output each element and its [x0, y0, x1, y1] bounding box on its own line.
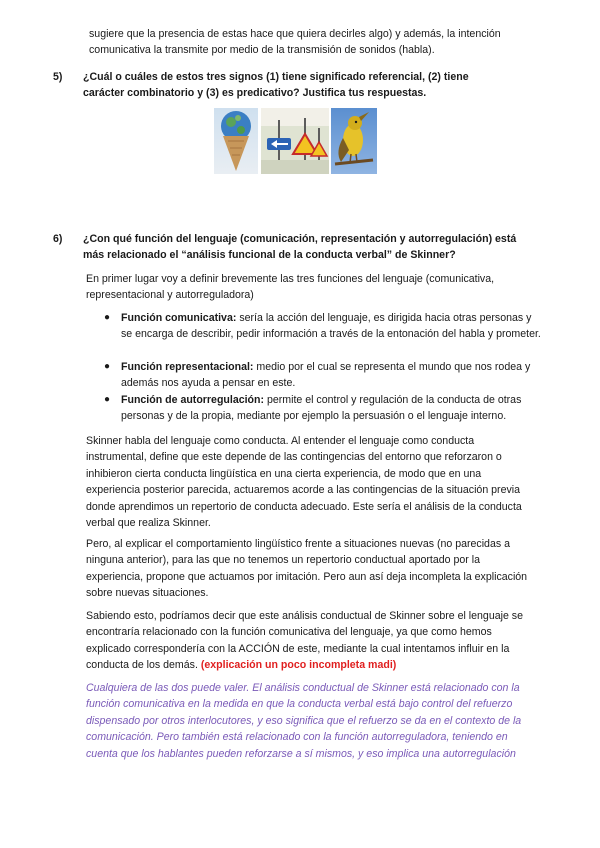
- question-6-number: 6): [53, 233, 63, 245]
- bullet-text: permite el control y regulación de la conducta de otras personas y de la propia, mediante por ejemplo la persuasión o el lenguaje interno.: [121, 394, 522, 423]
- bullet-marker: ●: [104, 361, 111, 372]
- ice-cream-cone-image: [214, 108, 258, 174]
- bullet-marker: ●: [104, 394, 111, 405]
- bullet-marker: ●: [104, 312, 111, 323]
- bullet-comunicativa: [121, 310, 541, 343]
- teacher-note: (explicación un poco incompleta madi): [200, 659, 397, 672]
- answer-paragraph-1: Skinner habla del lenguaje como conducta. Al entender el lenguaje como conducta instrumental, define que este depende de las contingencias del entorno que reforzaron o inhibieron cierta conducta lingüística en una cierta experiencia, de modo que en una experiencia posterior parecida, actuaremos acorde a las contingencias de la situación previa donde aprendimos un repertorio de conducta adecuado. Este sería el análisis de la conducta verbal que realiza Skinner.: [86, 435, 522, 530]
- question-5-number: 5): [53, 71, 63, 83]
- question-6-text: ¿Con qué función del lenguaje (comunicación, representación y autorregulación) está más relacionado el “análisis funcional de la conducta verbal” de Skinner?: [83, 233, 517, 262]
- bullet-autorregulacion: [121, 392, 541, 425]
- intro-continuation: sugiere que la presencia de estas hace que quiera decirles algo) y además, la intención comunicativa la transmite por medio de la transmisión de sonidos (habla).: [89, 28, 501, 57]
- answer-paragraph-3: [86, 608, 532, 674]
- answer-intro: En primer lugar voy a definir brevemente las tres funciones del lenguaje (comunicativa, representacional y autorreguladora): [86, 273, 495, 302]
- bullet-term: Función representacional:: [121, 361, 254, 373]
- singing-bird-image: [331, 108, 377, 174]
- answer-paragraph-3-text: Sabiendo esto, podríamos decir que este análisis conductual de Skinner sobre el lenguaje se encontraría relacionado con la función comunicativa del lenguaje, ya que como hemos explicado correspondería con la ACCIÓN de este, mediante la cual intentamos influir en la conducta de los demás.: [86, 610, 523, 672]
- road-signs-image: [261, 108, 329, 174]
- bullet-term: Función de autorregulación:: [121, 394, 265, 406]
- answer-paragraph-2: Pero, al explicar el comportamiento lingüístico frente a situaciones nuevas (no parecidas a ninguna anterior), para las que no tenemos un repertorio conductual aportado por la experiencia, propone que actuamos por imitación. Pero aun así deja incompleta la explicación sobre nuevas situaciones.: [86, 538, 528, 600]
- question-5-text: ¿Cuál o cuáles de estos tres signos (1) tiene significado referencial, (2) tiene carácter combinatorio y (3) es predicativo? Justifica tus respuestas.: [83, 71, 469, 100]
- bullet-representacional: [121, 359, 541, 392]
- bullet-text: sería la acción del lenguaje, es dirigida hacia otras personas y se encarga de describir, pedir información a través de la entonación del habla y prometer.: [121, 312, 541, 341]
- teacher-comment: Cualquiera de las dos puede valer. El análisis conductual de Skinner está relacionado con la función comunicativa en la medida en que la conducta verbal está bajo control del refuerzo dispensado por otros interlocutores, y eso significa que el refuerzo se da en el contexto de la comunicación. Pero también está relacionado con la función autorreguladora, teniendo en cuenta que los hablantes pueden reforzarse a sí mismos, y eso implica una autorregulación: [86, 682, 522, 760]
- bullet-term: Función comunicativa:: [121, 312, 237, 324]
- bullet-text: medio por el cual se representa el mundo que nos rodea y además nos ayuda a pensar en este.: [121, 361, 531, 390]
